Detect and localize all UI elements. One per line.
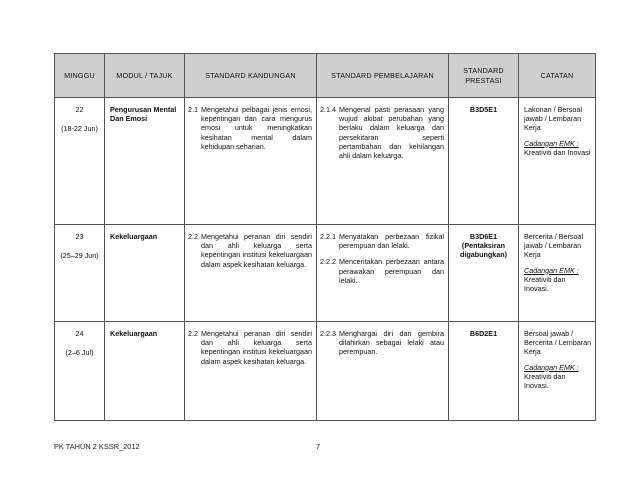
catatan-cell	[519, 98, 596, 225]
prestasi-code: B3D5E1	[469, 105, 498, 114]
emk-label: Cadangan EMK :	[524, 138, 579, 148]
sp-text: Menceritakan perbezaan antara perawakan perempuan dan lelaki.	[339, 257, 444, 285]
week-number: 24	[75, 329, 84, 338]
sp-text: Mengenal pasti perasaan yang wujud akibat perubahan yang berlaku dalam keluarga dan persekitaran seperti pertambahan dan kehilangan ahli dalam keluarga.	[339, 105, 444, 161]
standard-pembelajaran-cell	[317, 322, 449, 421]
sk-code: 2.2	[188, 329, 198, 338]
header-row	[55, 54, 596, 98]
module-cell: Kekeluargaan	[105, 322, 185, 421]
catatan-text: Bercerita / Bersoal jawab / Lembaran Kerja	[524, 232, 584, 260]
standard-kandungan-cell	[185, 322, 317, 421]
sp-code: 2.2.1	[320, 232, 336, 241]
week-dates: (18-22 Jun)	[61, 124, 98, 134]
emk-text: Kreativiti dan Inovasi.	[524, 274, 566, 294]
module-cell: Pengurusan Mental Dan Emosi	[105, 98, 185, 225]
catatan-cell	[519, 322, 596, 421]
week-cell	[55, 98, 105, 225]
sp-code: 2.2.2	[320, 257, 336, 267]
emk-label: Cadangan EMK :	[524, 265, 579, 275]
sk-text: Mengetahui pelbagai jenis emosi, kepentingan dan cara mengurus emosi untuk meningkatkan kesihatan mental dalam kehidupan seharian.	[201, 105, 312, 151]
sp-code: 2.1.4	[320, 105, 336, 114]
week-dates: (2–6 Jul)	[65, 348, 94, 358]
sk-text: Mengetahui peranan diri sendiri dan ahli keluarga serta kepentingan institusi kekeluargaan dalam aspek kesihatan keluarga.	[201, 329, 312, 366]
header-standard-prestasi-line2: PRESTASI	[465, 75, 502, 85]
header-standard-kandungan: STANDARD KANDUNGAN	[185, 54, 317, 98]
sp-text: Menyatakan perbezaan fizikal perempuan dan lelaki.	[339, 232, 444, 251]
header-standard-prestasi-line1: STANDARD	[463, 66, 504, 76]
standard-kandungan-cell	[185, 225, 317, 322]
sk-code: 2.1	[188, 105, 198, 114]
lesson-plan-table	[54, 53, 596, 421]
standard-prestasi-cell	[449, 322, 519, 421]
prestasi-code: B6D2E1	[469, 329, 498, 338]
module-cell: Kekeluargaan	[105, 225, 185, 322]
header-modul: MODUL / TAJUK	[105, 54, 185, 98]
week-cell	[55, 322, 105, 421]
table-row	[55, 98, 596, 225]
header-standard-pembelajaran: STANDARD PEMBELAJARAN	[317, 54, 449, 98]
header-minggu: MINGGU	[55, 54, 105, 98]
standard-kandungan-cell	[185, 98, 317, 225]
footer-page-number: 7	[316, 442, 321, 451]
header-standard-prestasi	[449, 54, 519, 98]
footer-document-title: PK TAHUN 2 KSSR_2012	[54, 442, 140, 451]
week-dates: (25–29 Jun)	[60, 251, 99, 261]
week-cell	[55, 225, 105, 322]
catatan-text: Bersoal jawab / Bercerita / Lembaran Kerja	[524, 329, 592, 357]
sp-text: Menghargai diri dan gembira dilahirkan sebagai lelaki atau perempuan.	[339, 329, 444, 357]
standard-pembelajaran-cell	[317, 225, 449, 322]
sk-code: 2.2	[188, 232, 198, 241]
sk-text: Mengetahui peranan diri sendiri dan ahli keluarga serta kepentingan institusi kekeluargaan dalam aspek kesihatan keluarga.	[201, 232, 312, 269]
header-catatan: CATATAN	[519, 54, 596, 98]
standard-prestasi-cell	[449, 98, 519, 225]
emk-text: Kreativiti dan Inovasi	[524, 147, 591, 157]
week-number: 23	[75, 232, 84, 241]
catatan-text: Lakonan / Bersoal jawab / Lembaran Kerja	[524, 105, 582, 133]
standard-prestasi-cell	[449, 225, 519, 322]
week-number: 22	[75, 105, 84, 114]
table-row	[55, 225, 596, 322]
standard-pembelajaran-cell	[317, 98, 449, 225]
prestasi-code: B3D6E1	[469, 232, 498, 241]
catatan-cell	[519, 225, 596, 322]
table-row	[55, 322, 596, 421]
prestasi-note: (Pentaksiran digabungkan)	[459, 241, 508, 260]
sp-code: 2.2.3	[320, 329, 336, 338]
emk-text: Kreativiti dan Inovasi.	[524, 371, 566, 391]
emk-label: Cadangan EMK :	[524, 362, 579, 372]
